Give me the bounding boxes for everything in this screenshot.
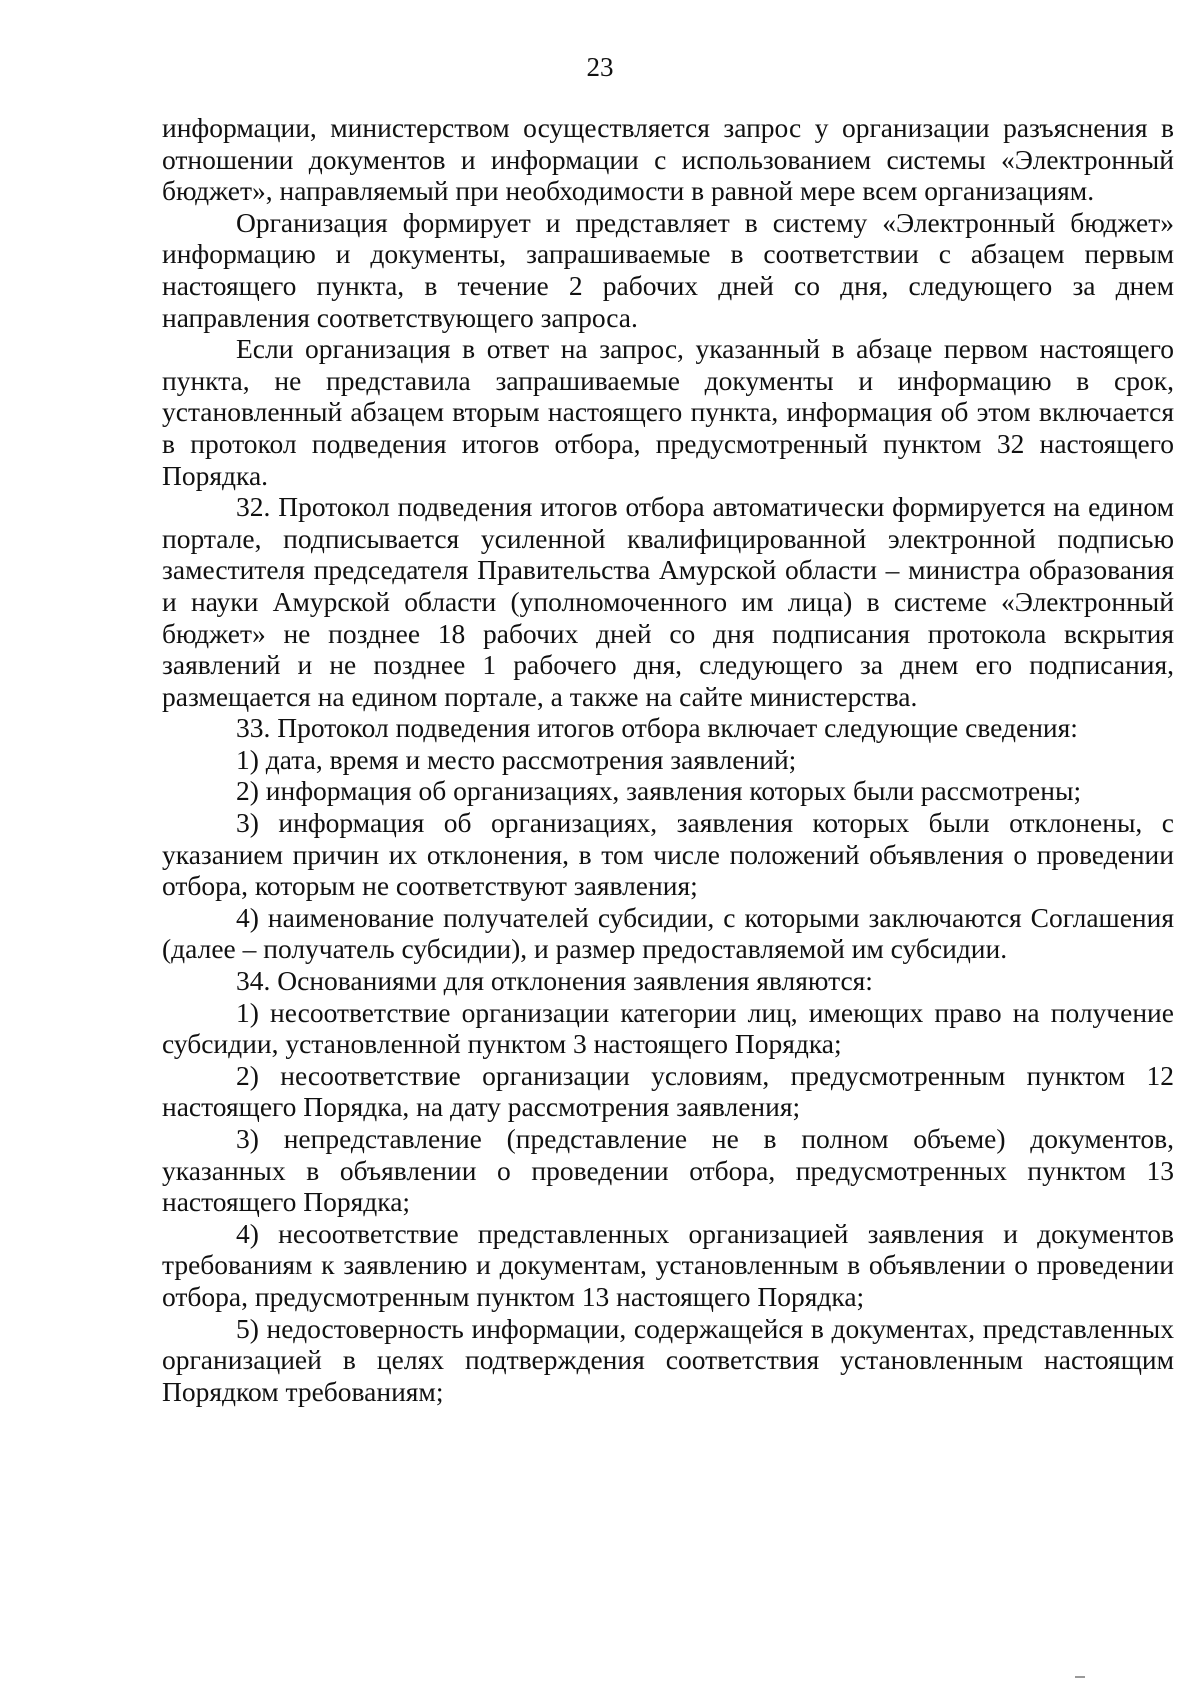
- paragraph-continuation: информации, министерством осуществляется запрос у организации разъяснения в отношении документов и информации с использованием системы «Электронный бюджет», направляемый при необходимости в равной мере всем организациям.: [162, 112, 1174, 207]
- list-item: 5) недостоверность информации, содержащейся в документах, представленных организацией в целях подтверждения соответствия установленным настоящим Порядком требованиям;: [162, 1312, 1174, 1407]
- list-item: 3) непредставление (представление не в полном объеме) документов, указанных в объявлении о проведении отбора, предусмотренных пунктом 13 настоящего Порядка;: [162, 1123, 1174, 1218]
- list-item: 1) дата, время и место рассмотрения заявлений;: [236, 743, 797, 775]
- list-item: 4) наименование получателей субсидии, с которыми заключаются Соглашения (далее – получатель субсидии), и размер предоставляемой им субсидии.: [162, 901, 1174, 965]
- list-item: 4) несоответствие представленных организацией заявления и документов требованиям к заявлению и документам, установленным в объявлении о проведении отбора, предусмотренным пунктом 13 настоящего Порядка;: [162, 1217, 1174, 1312]
- list-item: 2) информация об организациях, заявления которых были рассмотрены;: [236, 775, 1082, 807]
- list-item: 2) несоответствие организации условиям, предусмотренным пунктом 12 настоящего Порядка, на дату рассмотрения заявления;: [162, 1059, 1174, 1123]
- clause-34: 34. Основаниями для отклонения заявления являются:: [236, 965, 873, 997]
- paragraph: Если организация в ответ на запрос, указанный в абзаце первом настоящего пункта, не представила запрашиваемые документы и информацию в срок, установленный абзацем вторым настоящего пункта, информация об этом включается в протокол подведения итогов отбора, предусмотренный пунктом 32 настоящего Порядка.: [162, 333, 1174, 491]
- clause-32: 32. Протокол подведения итогов отбора автоматически формируется на едином портале, подписывается усиленной квалифицированной электронной подписью заместителя председателя Правительства Амурской области – министра образования и науки Амурской области (уполномоченного им лица) в системе «Электронный бюджет» не позднее 18 рабочих дней со дня подписания протокола вскрытия заявлений и не позднее 1 рабочего дня, следующего за днем его подписания, размещается на едином портале, а также на сайте министерства.: [162, 491, 1174, 712]
- scan-mark: [1075, 1676, 1085, 1678]
- page-number: 23: [586, 52, 614, 82]
- paragraph: Организация формирует и представляет в систему «Электронный бюджет» информацию и документы, запрашиваемые в соответствии с абзацем первым настоящего пункта, в течение 2 рабочих дней со дня, следующего за днем направления соответствующего запроса.: [162, 206, 1174, 333]
- document-body: [162, 112, 1174, 1407]
- list-item: 1) несоответствие организации категории лиц, имеющих право на получение субсидии, установленной пунктом 3 настоящего Порядка;: [162, 996, 1174, 1060]
- list-item: 3) информация об организациях, заявления которых были отклонены, с указанием причин их отклонения, в том числе положений объявления о проведении отбора, которым не соответствуют заявления;: [162, 807, 1174, 902]
- clause-33: 33. Протокол подведения итогов отбора включает следующие сведения:: [236, 712, 1078, 744]
